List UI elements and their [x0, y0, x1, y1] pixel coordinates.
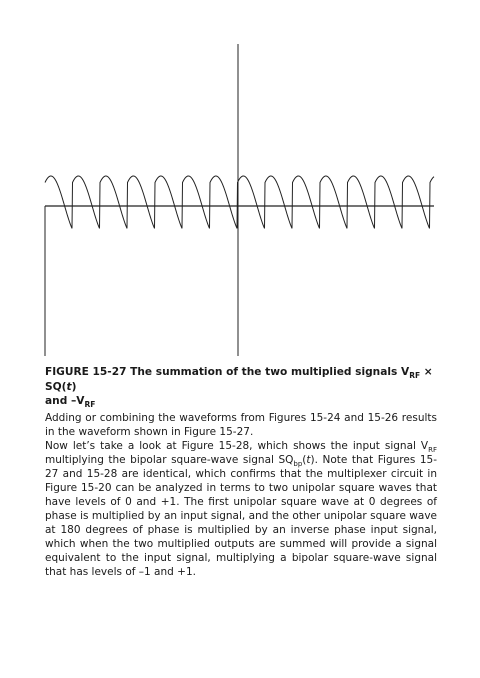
paragraph-text: (	[302, 453, 307, 466]
text-block	[45, 365, 437, 579]
paragraph-subscript: RF	[428, 445, 437, 454]
summed-waveform	[45, 176, 434, 228]
caption-text: )	[71, 380, 77, 393]
paragraph	[45, 439, 437, 579]
figure-label: FIGURE 15-27	[45, 366, 127, 378]
caption-text: The summation of the two multiplied signals V	[130, 366, 410, 378]
caption-variable: t	[66, 380, 72, 393]
paragraph-text: ). Note that Figures 15-27 and 15-28 are identical, which confirms that the multiplexer circuit in Figure 15-20 can be analyzed in terms to two unipolar square waves that have levels of 0 and +1. The first unipolar square wave at 0 degrees of phase is multiplied by an input signal, and the other unipolar square wave at 180 degrees of phase is multiplied by an inverse phase input signal, which when the two multiplied outputs are summed will provide a signal equivalent to the input signal, multiplying a bipolar square-wave signal that has levels of –1 and +1.	[45, 453, 437, 578]
caption-text: × SQ(	[45, 366, 433, 393]
caption-subscript: RF	[409, 371, 421, 381]
paragraph-subscript: bp	[293, 459, 303, 468]
paragraph-text: Now let’s take a look at Figure 15-28, which shows the input signal V	[45, 439, 429, 452]
paragraph-text: multiplying the bipolar square-wave signal SQ	[45, 453, 294, 466]
caption-subscript: RF	[84, 400, 96, 410]
paragraph-variable: t	[306, 453, 311, 466]
caption-text: and –V	[45, 395, 85, 407]
figure-caption	[45, 365, 437, 409]
paragraph: Adding or combining the waveforms from Figures 15-24 and 15-26 results in the waveform shown in Figure 15-27.	[45, 411, 437, 438]
